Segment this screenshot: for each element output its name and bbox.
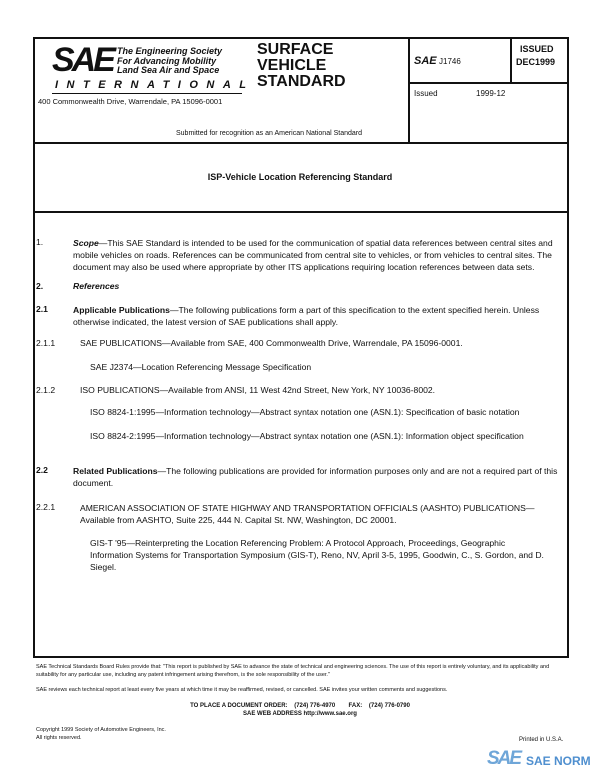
divider xyxy=(33,211,567,213)
divider xyxy=(33,142,567,144)
rights: All rights reserved. xyxy=(36,735,82,741)
doc-type-line: VEHICLE xyxy=(257,57,327,74)
section-number: 2.2.1 xyxy=(36,502,56,512)
section-number: 1. xyxy=(36,237,44,247)
section-heading: Applicable Publications xyxy=(73,305,170,315)
reference-item: SAE J2374—Location Referencing Message Specification xyxy=(90,362,312,372)
section-text: SAE PUBLICATIONS—Available from SAE, 400 Commonwealth Drive, Warrendale, PA 15096-0001. xyxy=(80,338,463,348)
logo-rule xyxy=(52,93,242,94)
reference-item: ISO 8824-2:1995—Information technology—Abstract syntax notation one (ASN.1): Information object specification xyxy=(90,431,524,441)
doc-type xyxy=(257,42,346,90)
section-text: —The following publications are provided for information purposes only and are not a required part of this document. xyxy=(73,466,558,488)
issued-row-label: Issued xyxy=(414,89,438,98)
tagline xyxy=(117,47,222,76)
scope-paragraph xyxy=(73,237,561,273)
tagline-line: Land Sea Air and Space xyxy=(117,65,220,75)
issued-row-value: 1999-12 xyxy=(476,89,506,98)
sae-norm-watermark: SAE NORM xyxy=(526,754,591,768)
section-text: —The following publications form a part of this specification to the extent specified herein. Unless otherwise indicated, the latest version of SAE publications shall apply. xyxy=(73,305,540,327)
submitted-note: Submitted for recognition as an American National Standard xyxy=(176,130,362,137)
sae-logo: SAE xyxy=(52,41,113,79)
section-number: 2. xyxy=(36,281,44,291)
doc-type-line: STANDARD xyxy=(257,73,346,90)
related-publications xyxy=(73,465,561,489)
section-heading: Scope xyxy=(73,238,99,248)
section-heading: Related Publications xyxy=(73,466,158,476)
issued-date: DEC1999 xyxy=(516,57,556,67)
section-number: 2.1.2 xyxy=(36,385,56,395)
web-address: SAE WEB ADDRESS http://www.sae.org xyxy=(243,711,357,717)
policy-note: SAE Technical Standards Board Rules provide that: "This report is published by SAE to advance the state of technical and engineering sciences. The use of this report is entirely voluntary, and its applicability and suitability for any particular use, including any patent infringement arising therefrom, is the sole responsibility of the user." xyxy=(36,664,550,678)
section-heading: References xyxy=(73,281,120,291)
sae-norm-watermark-logo: SAE xyxy=(487,748,521,769)
printed-note: Printed in U.S.A. xyxy=(519,737,564,743)
sae-small-logo: SAE xyxy=(414,55,437,67)
divider xyxy=(510,37,512,83)
international-wordmark: INTERNATIONAL xyxy=(55,79,255,91)
doc-type-line: SURFACE xyxy=(257,41,334,58)
section-text: —This SAE Standard is intended to be used for the communication of spatial data references between central sites and mobile vehicles on roads. References can be communicated from central site to vehicles, or from vehicles to central sites. The document may also be used where appropriate by other ITS applications requiring location references between data sets. xyxy=(73,238,553,272)
section-text: AMERICAN ASSOCIATION OF STATE HIGHWAY AND TRANSPORTATION OFFICIALS (AASHTO) PUBLICATIONS—Available from AASHTO, Suite 225, 444 N. Capital St. NW, Washington, DC 20001. xyxy=(80,503,535,525)
copyright: Copyright 1999 Society of Automotive Engineers, Inc. xyxy=(36,727,166,733)
section-number: 2.1 xyxy=(36,304,48,314)
divider xyxy=(408,82,567,84)
reference-item: ISO 8824-1:1995—Information technology—Abstract syntax notation one (ASN.1): Specification of basic notation xyxy=(90,407,520,417)
issued-label: ISSUED xyxy=(520,44,554,54)
tagline-line: The Engineering Society xyxy=(117,46,223,56)
document-title: ISP-Vehicle Location Referencing Standard xyxy=(207,172,393,182)
tagline-line: For Advancing Mobility xyxy=(117,55,217,66)
divider xyxy=(408,37,410,143)
section-text: ISO PUBLICATIONS—Available from ANSI, 11 West 42nd Street, New York, NY 10036-8002. xyxy=(80,385,436,395)
section-number: 2.2 xyxy=(36,465,48,475)
reference-item: GIS-T '95—Reinterpreting the Location Referencing Problem: A Protocol Approach, Proceedings, Geographic Information Systems for Transportation Symposium (GIS-T), Reno, NV, April 3-5, 1995, Goodwin, C., S. Gordon, and D. Siegel. xyxy=(90,538,544,572)
doc-number: J1746 xyxy=(439,57,461,66)
applicable-publications xyxy=(73,304,561,328)
address: 400 Commonwealth Drive, Warrendale, PA 15096-0001 xyxy=(38,97,223,106)
review-note: SAE reviews each technical report at least every five years at which time it may be reaffirmed, revised, or cancelled. SAE invites your written comments and suggestions. xyxy=(36,687,448,693)
section-number: 2.1.1 xyxy=(36,338,56,348)
order-line: TO PLACE A DOCUMENT ORDER: (724) 776-4970 FAX: (724) 776-0790 xyxy=(190,703,410,709)
